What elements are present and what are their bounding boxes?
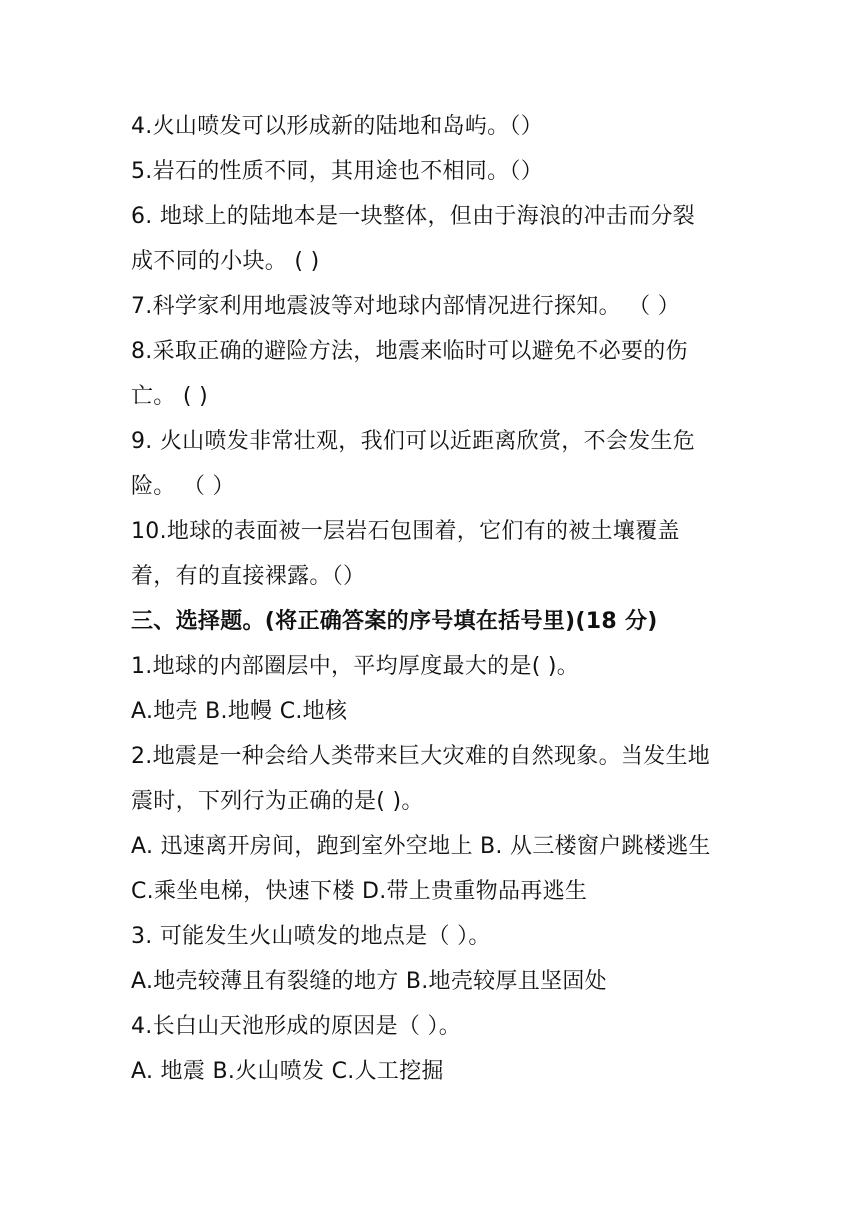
document-page xyxy=(131,104,741,1094)
judge-item-10-line-1: 10.地球的表面被一层岩石包围着，它们有的被土壤覆盖 xyxy=(131,519,680,544)
choice-options-3: A.地壳较薄且有裂缝的地方 B.地壳较厚且坚固处 xyxy=(131,969,607,994)
judge-item-6-line-1: 6. 地球上的陆地本是一块整体，但由于海浪的冲击而分裂 xyxy=(131,204,696,229)
judge-item-8-line-2: 亡。 ( ) xyxy=(131,384,208,409)
judge-item-7: 7.科学家利用地震波等对地球内部情况进行探知。 （ ） xyxy=(131,294,681,319)
choice-question-1: 1.地球的内部圈层中，平均厚度最大的是( )。 xyxy=(131,654,580,679)
choice-options-2-line-1: A. 迅速离开房间，跑到室外空地上 B. 从三楼窗户跳楼逃生 xyxy=(131,834,711,859)
judge-item-6-line-2: 成不同的小块。 ( ) xyxy=(131,249,320,274)
choice-question-2-line-2: 震时，下列行为正确的是( )。 xyxy=(131,789,424,814)
choice-options-2-line-2: C.乘坐电梯，快速下楼 D.带上贵重物品再逃生 xyxy=(131,879,588,904)
judge-item-8-line-1: 8.采取正确的避险方法，地震来临时可以避免不必要的伤 xyxy=(131,339,688,364)
judge-item-10-line-2: 着，有的直接裸露。（） xyxy=(131,564,366,589)
choice-question-4: 4.长白山天池形成的原因是（ ）。 xyxy=(131,1014,462,1039)
choice-options-1: A.地壳 B.地幔 C.地核 xyxy=(131,699,348,724)
choice-question-2-line-1: 2.地震是一种会给人类带来巨大灾难的自然现象。当发生地 xyxy=(131,744,711,769)
judge-item-4: 4.火山喷发可以形成新的陆地和岛屿。（） xyxy=(131,114,543,139)
section-heading-choice: 三、选择题。(将正确答案的序号填在括号里)(18 分) xyxy=(131,609,658,634)
choice-options-4: A. 地震 B.火山喷发 C.人工挖掘 xyxy=(131,1059,444,1084)
judge-item-9-line-2: 险。 （ ） xyxy=(131,474,235,499)
judge-item-5: 5.岩石的性质不同，其用途也不相同。（） xyxy=(131,159,543,184)
judge-item-9-line-1: 9. 火山喷发非常壮观，我们可以近距离欣赏，不会发生危 xyxy=(131,429,696,454)
choice-question-3: 3. 可能发生火山喷发的地点是（ ）。 xyxy=(131,924,491,949)
